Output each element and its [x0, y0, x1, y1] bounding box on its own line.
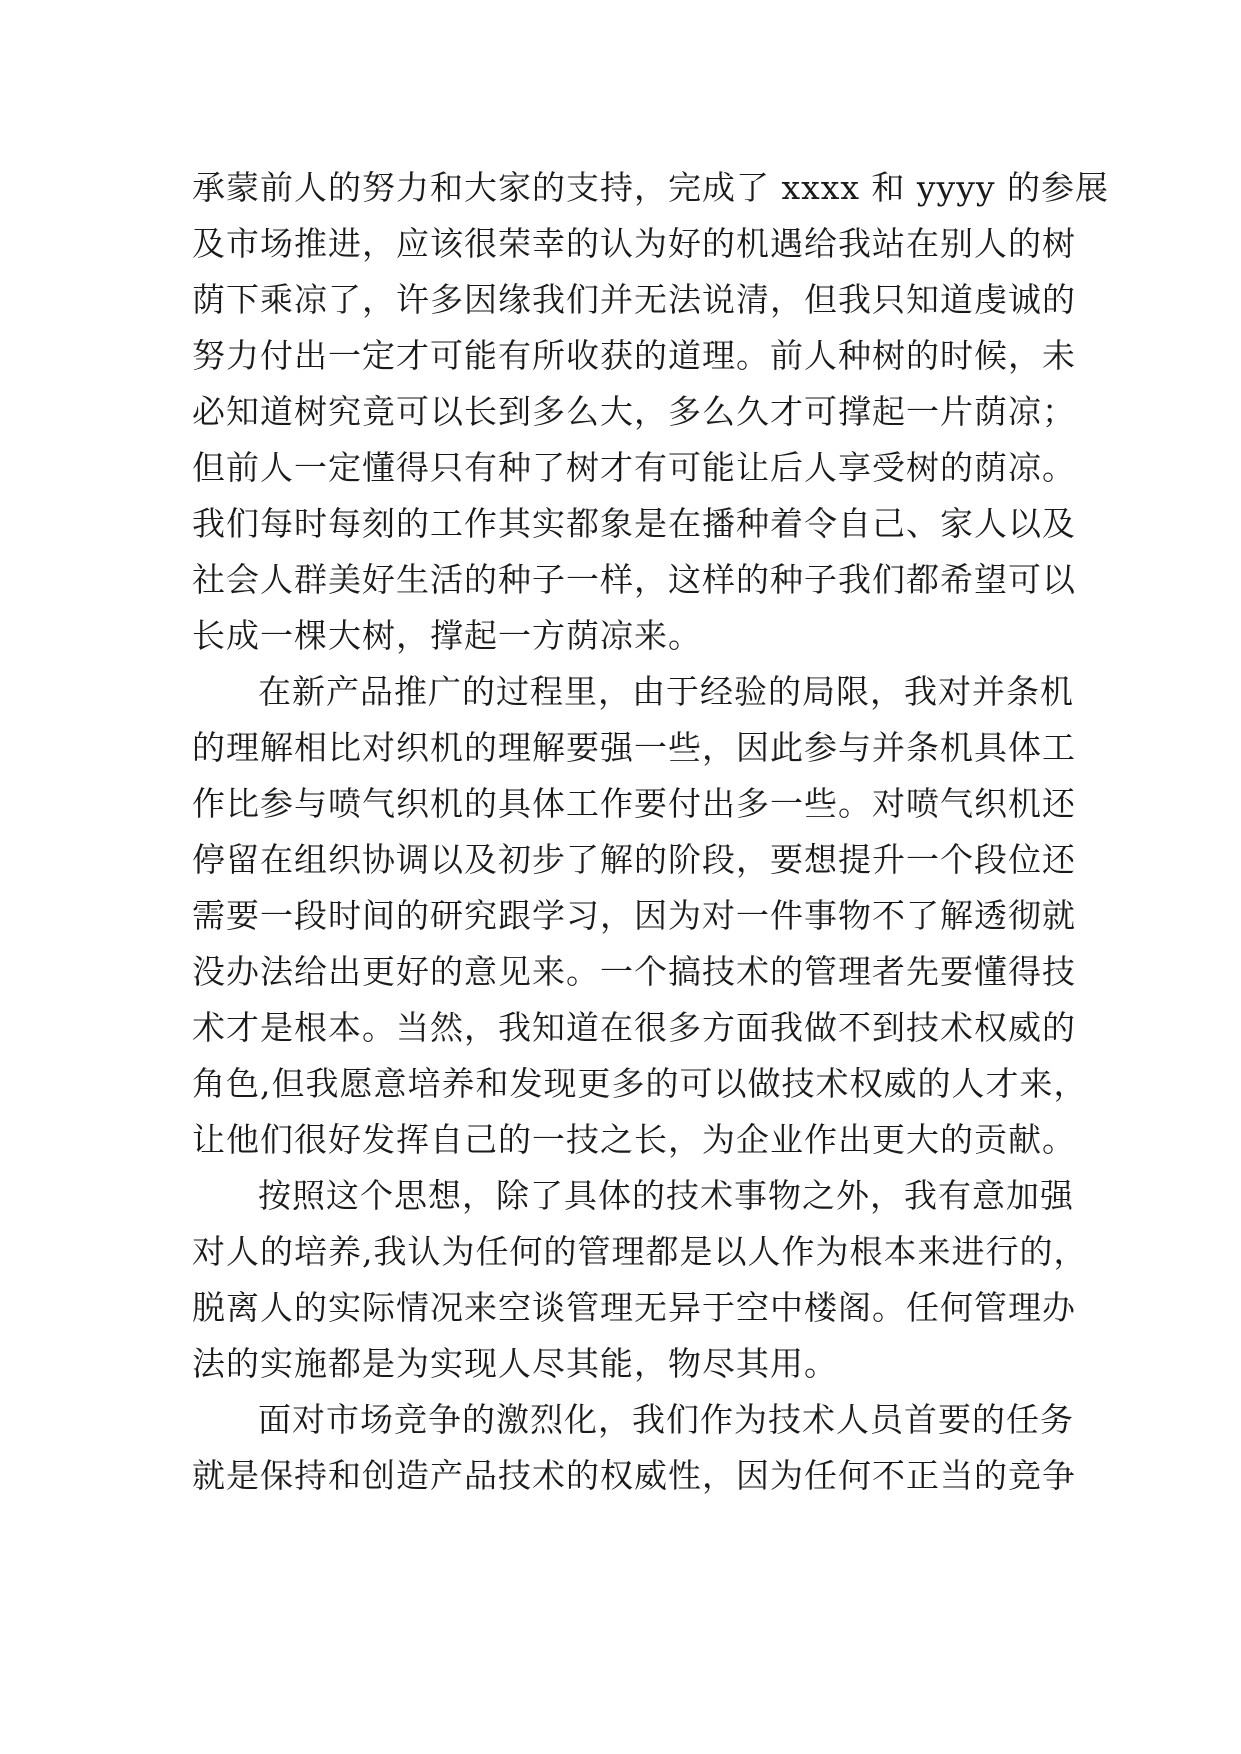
- text-line: 法的实施都是为实现人尽其能，物尽其用。: [192, 1344, 838, 1383]
- text-line: 脱离人的实际情况来空谈管理无异于空中楼阁。任何管理办: [192, 1288, 1076, 1327]
- text-line: 按照这个思想，除了具体的技术事物之外，我有意加强: [258, 1176, 1074, 1215]
- text-line: 角色,但我愿意培养和发现更多的可以做技术权威的人才来，: [192, 1064, 1088, 1103]
- text-line: 让他们很好发挥自己的一技之长，为企业作出更大的贡献。: [192, 1120, 1076, 1159]
- text-line: 社会人群美好生活的种子一样，这样的种子我们都希望可以: [192, 560, 1076, 599]
- text-line: 面对市场竞争的激烈化，我们作为技术人员首要的任务: [258, 1400, 1074, 1439]
- text-line: 停留在组织协调以及初步了解的阶段，要想提升一个段位还: [192, 840, 1076, 879]
- text-line: 荫下乘凉了，许多因缘我们并无法说清，但我只知道虔诚的: [192, 280, 1076, 319]
- text-line: 努力付出一定才可能有所收获的道理。前人种树的时候，未: [192, 336, 1076, 375]
- text-line: 长成一棵大树，撑起一方荫凉来。: [192, 616, 702, 655]
- text-line: 没办法给出更好的意见来。一个搞技术的管理者先要懂得技: [192, 952, 1076, 991]
- text-line: 及市场推进，应该很荣幸的认为好的机遇给我站在别人的树: [192, 224, 1076, 263]
- document-body: [192, 160, 1109, 1504]
- text-line: 在新产品推广的过程里，由于经验的局限，我对并条机: [258, 672, 1074, 711]
- text-line: 作比参与喷气织机的具体工作要付出多一些。对喷气织机还: [192, 784, 1076, 823]
- text-line: 术才是根本。当然，我知道在很多方面我做不到技术权威的: [192, 1008, 1076, 1047]
- text-line: 但前人一定懂得只有种了树才有可能让后人享受树的荫凉。: [192, 448, 1076, 487]
- text-line: 需要一段时间的研究跟学习，因为对一件事物不了解透彻就: [192, 896, 1076, 935]
- text-line: 必知道树究竟可以长到多么大，多么久才可撑起一片荫凉；: [192, 392, 1076, 431]
- text-line: 我们每时每刻的工作其实都象是在播种着令自己、家人以及: [192, 504, 1076, 543]
- text-line: 承蒙前人的努力和大家的支持，完成了 xxxx 和 yyyy 的参展: [192, 168, 1109, 207]
- text-line: 的理解相比对织机的理解要强一些，因此参与并条机具体工: [192, 728, 1076, 767]
- text-line: 就是保持和创造产品技术的权威性，因为任何不正当的竞争: [192, 1456, 1076, 1495]
- text-line: 对人的培养,我认为任何的管理都是以人作为根本来进行的，: [192, 1232, 1088, 1271]
